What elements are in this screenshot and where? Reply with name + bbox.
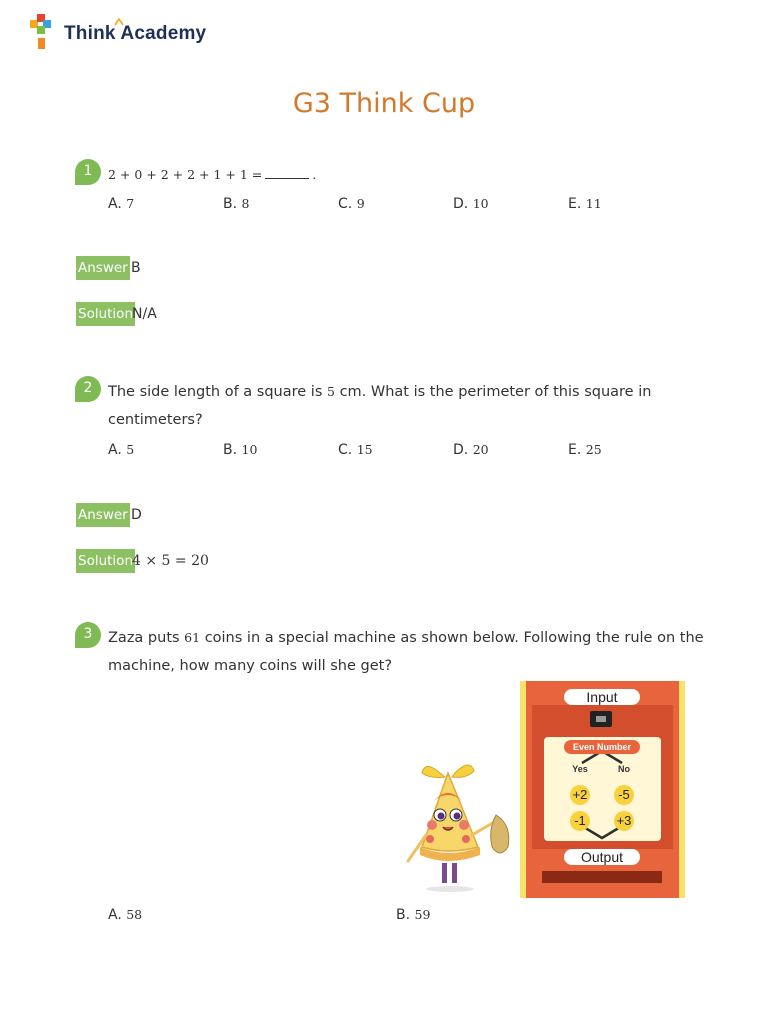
option-c <box>338 442 373 458</box>
machine-input-label: Input <box>564 689 640 705</box>
option-value: 8 <box>241 196 250 211</box>
answer-blank <box>265 178 309 179</box>
machine-yes-op-2: -1 <box>574 813 586 828</box>
option-letter: B. <box>223 196 238 212</box>
question-number: 5 <box>327 384 335 399</box>
option-letter: E. <box>568 196 582 212</box>
question-text: The side length of a square is <box>108 384 323 400</box>
option-value: 58 <box>126 907 143 922</box>
machine-no-op-1: -5 <box>618 787 630 802</box>
solution-label: Solution <box>76 549 135 573</box>
think-academy-logo <box>28 12 228 52</box>
option-value: 9 <box>356 196 365 211</box>
brand-name: Think Academy <box>64 23 207 44</box>
option-b <box>223 442 257 458</box>
answer-label: Answer <box>76 256 130 280</box>
option-letter: D. <box>453 196 469 212</box>
page-title: G3 Think Cup <box>292 88 476 119</box>
option-a <box>108 442 134 458</box>
question-text: cm. What is the perimeter of this square in <box>339 384 652 400</box>
machine-yes-op-1: +2 <box>572 787 588 802</box>
logo-mark-icon <box>28 12 62 52</box>
option-value: 11 <box>585 196 602 211</box>
option-value: 10 <box>472 196 489 211</box>
question-number: 61 <box>184 630 201 645</box>
equation-text: 2 + 0 + 2 + 2 + 1 + 1 = <box>108 167 263 182</box>
answer-label: Answer <box>76 503 130 527</box>
machine-output-label: Output <box>564 849 640 865</box>
option-c <box>338 196 365 212</box>
option-letter: A. <box>108 196 122 212</box>
option-value: 20 <box>472 442 489 457</box>
question-text: Zaza puts <box>108 630 180 646</box>
option-a <box>108 196 134 212</box>
question-1-equation <box>108 160 316 190</box>
option-e <box>568 442 602 458</box>
machine-condition-label: Even Number <box>564 740 640 754</box>
answer-value: B <box>131 260 141 276</box>
option-d <box>453 442 489 458</box>
option-letter: A. <box>108 907 122 923</box>
option-value: 7 <box>126 196 135 211</box>
option-letter: B. <box>396 907 411 923</box>
option-letter: A. <box>108 442 122 458</box>
option-b <box>223 196 249 212</box>
question-3-text-line2: machine, how many coins will she get? <box>108 658 393 674</box>
pizza-character-illustration <box>400 755 520 895</box>
machine-no-label: No <box>618 764 630 774</box>
option-letter: B. <box>223 442 238 458</box>
solution-value: N/A <box>132 306 157 322</box>
option-letter: E. <box>568 442 582 458</box>
question-3-text-line1 <box>108 623 704 653</box>
machine-no-op-2: +3 <box>616 813 632 828</box>
sparkle-icon <box>114 18 124 26</box>
option-letter: C. <box>338 196 353 212</box>
question-number-badge: 3 <box>75 622 101 648</box>
machine-yes-label: Yes <box>572 764 588 774</box>
question-number-badge: 1 <box>75 159 101 185</box>
solution-value: 4 × 5 = 20 <box>132 553 209 569</box>
option-letter: C. <box>338 442 353 458</box>
option-value: 10 <box>241 442 258 457</box>
option-value: 25 <box>585 442 602 457</box>
option-letter: D. <box>453 442 469 458</box>
equation-period: . <box>312 167 317 182</box>
coin-machine-diagram <box>520 681 685 898</box>
question-number-badge: 2 <box>75 376 101 402</box>
answer-value: D <box>131 507 142 523</box>
option-d <box>453 196 489 212</box>
solution-label: Solution <box>76 302 135 326</box>
option-value: 15 <box>356 442 373 457</box>
machine-body-shape <box>520 681 685 898</box>
option-e <box>568 196 602 212</box>
question-2-text-line2: centimeters? <box>108 412 203 428</box>
question-text: coins in a special machine as shown below. Following the rule on the <box>204 630 704 646</box>
option-b <box>396 907 430 923</box>
question-2-text-line1 <box>108 377 651 407</box>
option-value: 5 <box>126 442 135 457</box>
option-value: 59 <box>414 907 431 922</box>
option-a <box>108 907 142 923</box>
